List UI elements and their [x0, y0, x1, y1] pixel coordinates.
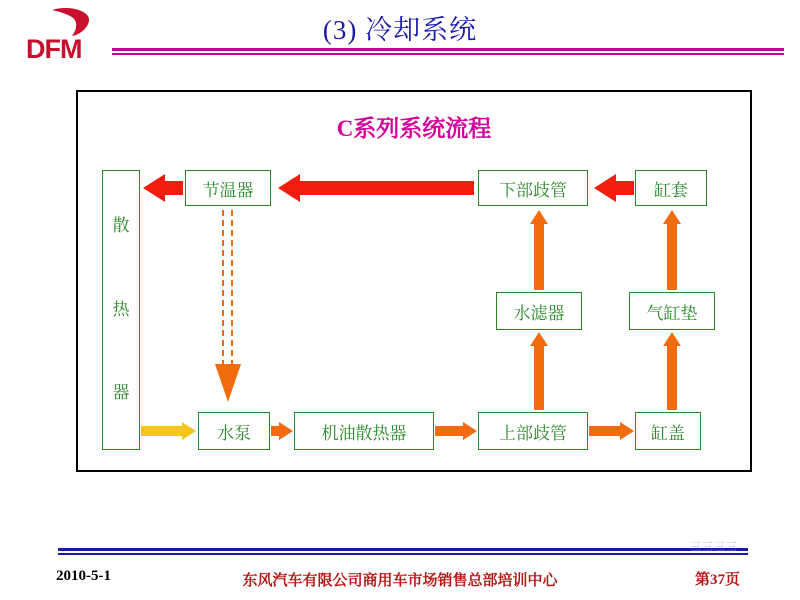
header-divider — [112, 48, 784, 56]
node-cylinder-head[interactable]: 缸盖 — [635, 412, 701, 450]
node-radiator-char-3: 器 — [112, 382, 130, 402]
arrow-radiator-to-water-pump — [141, 422, 196, 440]
arrow-thermostat-to-radiator — [143, 174, 183, 202]
node-thermostat[interactable]: 节温器 — [185, 170, 271, 206]
arrow-head-gasket-to-cylinder-liner — [663, 210, 681, 290]
logo-text: DFM — [26, 34, 82, 64]
footer-watermark: 三三三三 — [690, 541, 738, 553]
footer-page-number: 第37页 — [694, 572, 740, 588]
diagram-frame — [76, 90, 752, 472]
arrow-cylinder-head-to-head-gasket — [663, 332, 681, 410]
footer-date: 2010-5-1 — [56, 568, 111, 584]
arrow-cylinder-liner-to-lower-manifold — [594, 174, 634, 202]
node-cylinder-liner[interactable]: 缸套 — [635, 170, 707, 206]
node-upper-manifold[interactable]: 上部歧管 — [478, 412, 588, 450]
arrow-lower-manifold-to-thermostat — [278, 174, 474, 202]
node-head-gasket[interactable]: 气缸垫 — [629, 292, 715, 330]
arrow-upper-manifold-to-cylinder-head — [589, 422, 634, 440]
page-title: (3) 冷却系统 — [322, 15, 478, 45]
arrow-oil-cooler-to-upper-manifold — [435, 422, 477, 440]
diagram-title: C系列系统流程 — [336, 116, 492, 141]
node-lower-manifold[interactable]: 下部歧管 — [478, 170, 588, 206]
node-water-pump[interactable]: 水泵 — [198, 412, 270, 450]
node-water-filter[interactable]: 水滤器 — [496, 292, 582, 330]
arrow-thermostat-to-water-pump-bypass — [215, 210, 241, 404]
footer-divider — [58, 548, 748, 556]
node-radiator-char-2: 热 — [112, 299, 130, 319]
arrow-water-pump-to-oil-cooler — [271, 422, 293, 440]
node-radiator-char-1: 散 — [112, 216, 130, 236]
arrow-upper-manifold-to-water-filter — [530, 332, 548, 410]
node-radiator[interactable] — [102, 170, 140, 450]
node-oil-cooler[interactable]: 机油散热器 — [294, 412, 434, 450]
footer-organization: 东风汽车有限公司商用车市场销售总部培训中心 — [242, 573, 558, 589]
arrow-water-filter-to-lower-manifold — [530, 210, 548, 290]
